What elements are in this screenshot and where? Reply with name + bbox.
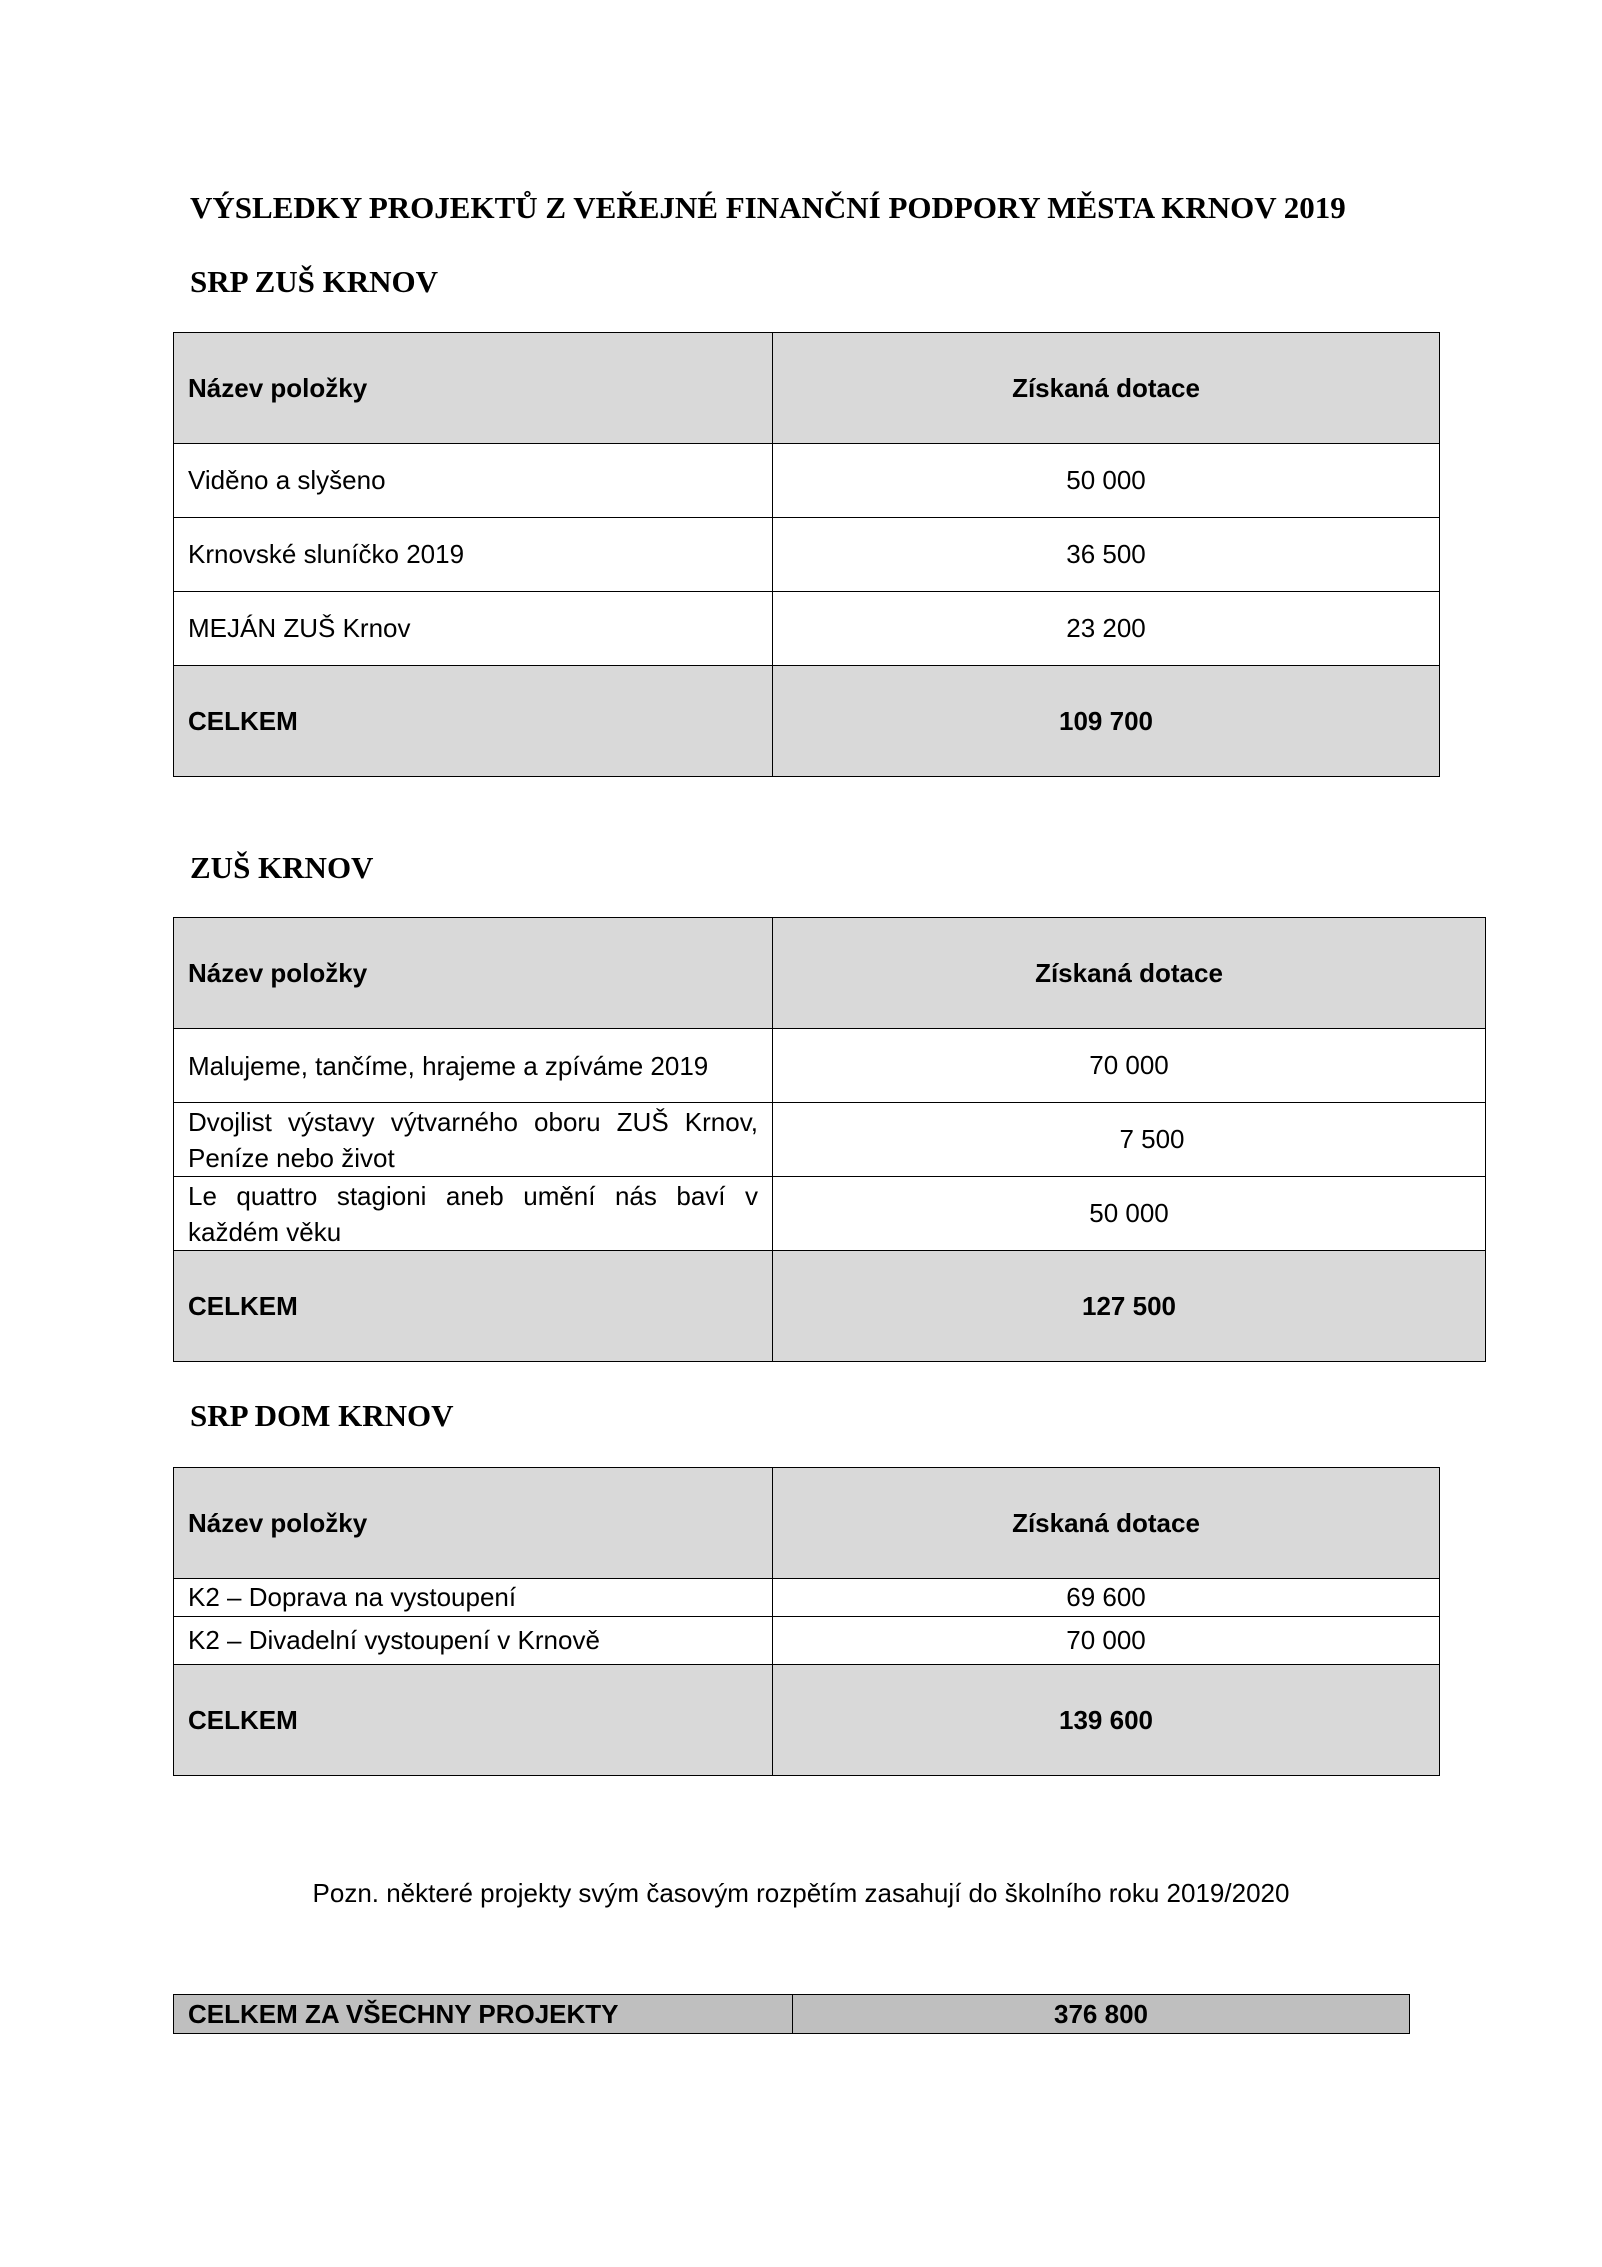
- row-amount: 36 500: [773, 518, 1440, 592]
- page-title: VÝSLEDKY PROJEKTŮ Z VEŘEJNÉ FINANČNÍ PODPORY MĚSTA KRNOV 2019: [190, 190, 1346, 225]
- column-header-amount: Získaná dotace: [773, 1468, 1440, 1579]
- table-header-row: [174, 333, 1440, 444]
- total-amount: 139 600: [773, 1665, 1440, 1776]
- table-row: [174, 1579, 1440, 1617]
- table-row: [174, 1617, 1440, 1665]
- grand-total-label: CELKEM ZA VŠECHNY PROJEKTY: [174, 1995, 793, 2034]
- section-heading-zus: ZUŠ KRNOV: [190, 850, 374, 885]
- table-header-row: [174, 918, 1486, 1029]
- row-name: Malujeme, tančíme, hrajeme a zpíváme 2019: [174, 1029, 773, 1103]
- row-name: K2 – Doprava na vystoupení: [174, 1579, 773, 1617]
- total-label: CELKEM: [174, 1251, 773, 1362]
- row-name: Krnovské sluníčko 2019: [174, 518, 773, 592]
- row-name: Le quattro stagioni aneb umění nás baví v každém věku: [174, 1177, 773, 1251]
- table-total-row: [174, 1665, 1440, 1776]
- total-label: CELKEM: [174, 1665, 773, 1776]
- table-row: [174, 1103, 1486, 1177]
- row-amount: 7 500: [773, 1103, 1486, 1177]
- table-zus: [173, 917, 1486, 1362]
- table-row: [174, 1029, 1486, 1103]
- table-srp-zus: [173, 332, 1440, 777]
- grand-total-amount: 376 800: [793, 1995, 1410, 2034]
- footnote: Pozn. některé projekty svým časovým rozpětím zasahují do školního roku 2019/2020: [312, 1878, 1290, 1908]
- table-header-row: [174, 1468, 1440, 1579]
- total-amount: 109 700: [773, 666, 1440, 777]
- row-amount: 50 000: [773, 1177, 1486, 1251]
- column-header-amount: Získaná dotace: [773, 333, 1440, 444]
- row-name: Viděno a slyšeno: [174, 444, 773, 518]
- total-label: CELKEM: [174, 666, 773, 777]
- table-row: [174, 592, 1440, 666]
- table-row: [174, 1177, 1486, 1251]
- row-name: K2 – Divadelní vystoupení v Krnově: [174, 1617, 773, 1665]
- row-amount: 23 200: [773, 592, 1440, 666]
- row-name: Dvojlist výstavy výtvarného oboru ZUŠ Krnov, Peníze nebo život: [174, 1103, 773, 1177]
- table-row: [174, 444, 1440, 518]
- column-header-name: Název položky: [174, 1468, 773, 1579]
- grand-total-table: [173, 1994, 1410, 2034]
- table-total-row: [174, 1251, 1486, 1362]
- column-header-amount: Získaná dotace: [773, 918, 1486, 1029]
- row-amount: 50 000: [773, 444, 1440, 518]
- row-amount: 70 000: [773, 1029, 1486, 1103]
- column-header-name: Název položky: [174, 333, 773, 444]
- table-total-row: [174, 666, 1440, 777]
- row-amount: 69 600: [773, 1579, 1440, 1617]
- section-heading-srp-dom: SRP DOM KRNOV: [190, 1398, 454, 1433]
- column-header-name: Název položky: [174, 918, 773, 1029]
- section-heading-srp-zus: SRP ZUŠ KRNOV: [190, 264, 439, 299]
- row-name: MEJÁN ZUŠ Krnov: [174, 592, 773, 666]
- table-row: [174, 518, 1440, 592]
- table-srp-dom: [173, 1467, 1440, 1776]
- grand-total-row: [174, 1995, 1410, 2034]
- row-amount: 70 000: [773, 1617, 1440, 1665]
- total-amount: 127 500: [773, 1251, 1486, 1362]
